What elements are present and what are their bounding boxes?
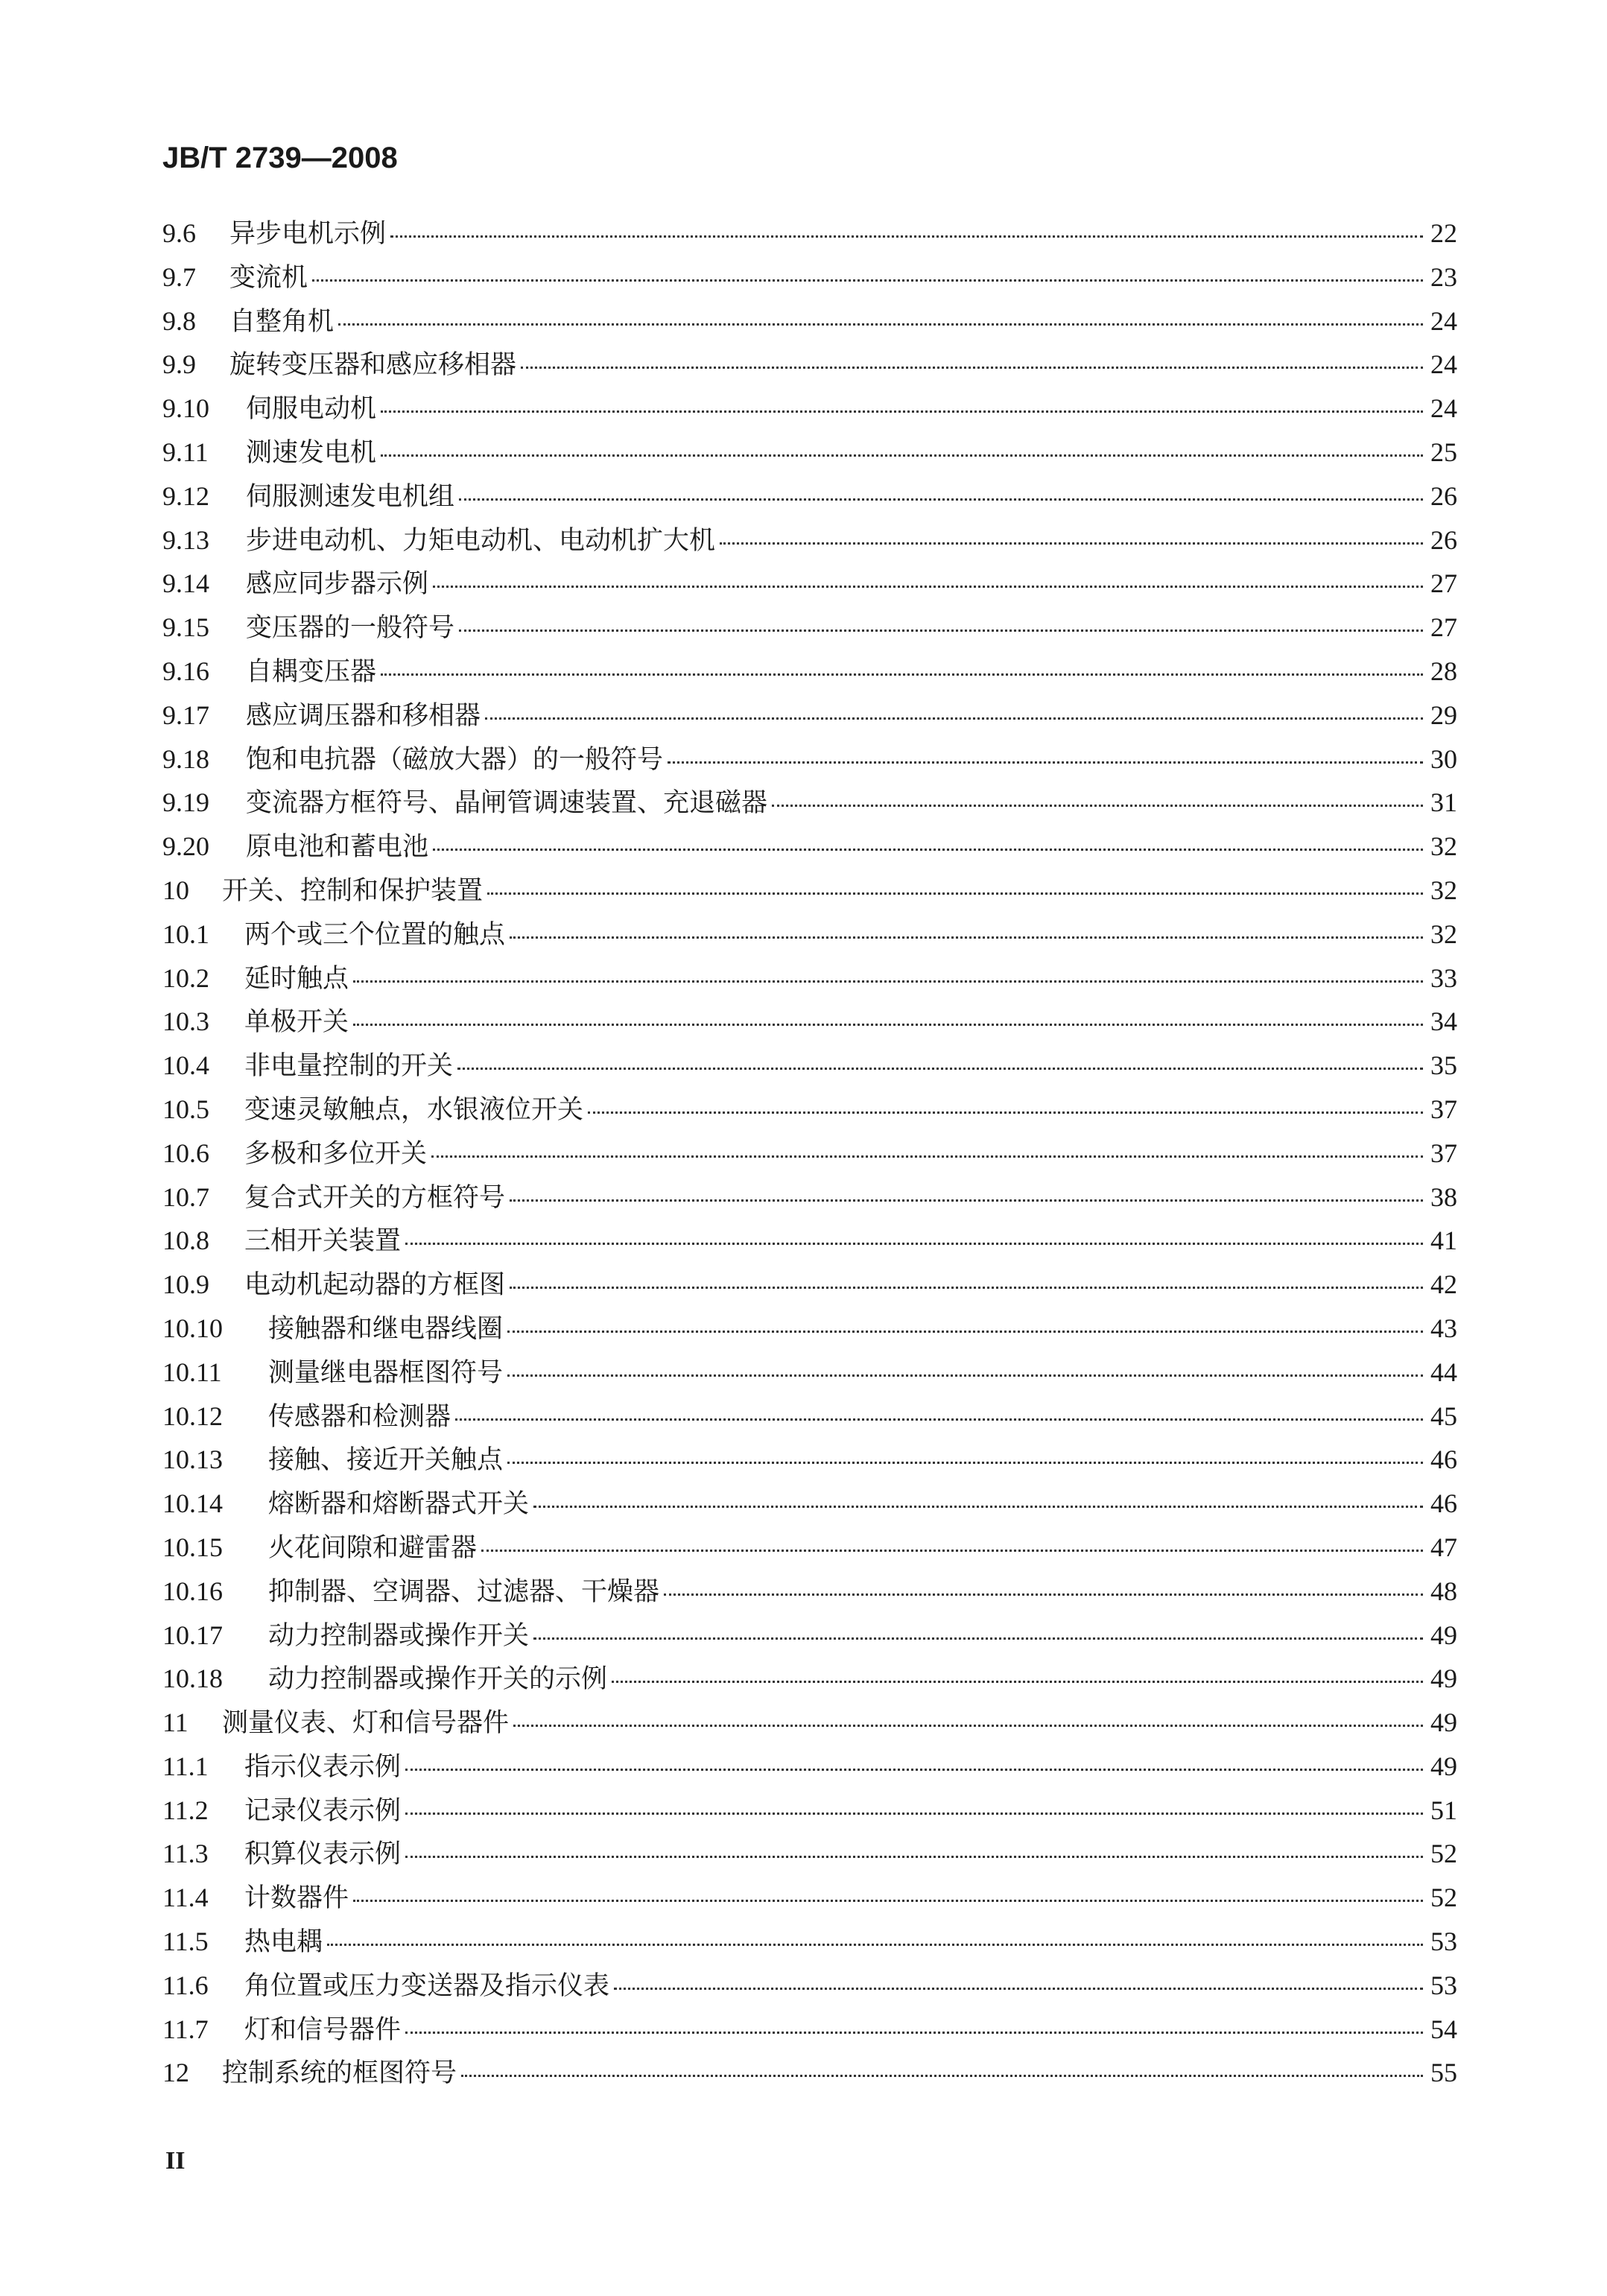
toc-entry-title: 火花间隙和避雷器 xyxy=(268,1532,478,1563)
toc-entry[interactable] xyxy=(162,2052,1457,2096)
toc-entry-number: 9.20 xyxy=(162,831,209,862)
toc-entry-title: 动力控制器或操作开关的示例 xyxy=(268,1664,608,1695)
toc-entry-page: 47 xyxy=(1430,1532,1457,1562)
toc-entry[interactable] xyxy=(162,826,1457,870)
toc-dot-leader xyxy=(510,1199,1423,1202)
toc-entry-title: 非电量控制的开关 xyxy=(244,1051,454,1082)
toc-dot-leader xyxy=(481,1550,1423,1552)
toc-entry[interactable] xyxy=(162,1746,1457,1790)
toc-entry-title: 三相开关装置 xyxy=(244,1226,402,1257)
toc-entry-page: 52 xyxy=(1430,1839,1457,1869)
toc-entry-page: 32 xyxy=(1430,919,1457,949)
toc-entry-number: 10.12 xyxy=(162,1401,223,1431)
toc-entry-number: 11.5 xyxy=(162,1926,209,1957)
toc-entry[interactable] xyxy=(162,257,1457,301)
toc-dot-leader xyxy=(390,235,1423,238)
toc-entry-number: 9.15 xyxy=(162,612,209,643)
toc-entry[interactable] xyxy=(162,1396,1457,1440)
toc-entry-title: 控制系统的框图符号 xyxy=(222,2058,457,2089)
toc-entry[interactable] xyxy=(162,1702,1457,1746)
toc-entry-number: 9.9 xyxy=(162,349,196,380)
toc-entry-page: 49 xyxy=(1430,1664,1457,1694)
toc-entry-page: 48 xyxy=(1430,1576,1457,1606)
toc-dot-leader xyxy=(533,1637,1423,1640)
toc-dot-leader xyxy=(405,1243,1423,1245)
toc-dot-leader xyxy=(353,1024,1423,1026)
toc-entry-title: 感应调压器和移相器 xyxy=(246,700,481,731)
toc-dot-leader xyxy=(614,1988,1423,1990)
toc-entry-page: 28 xyxy=(1430,656,1457,686)
toc-entry[interactable] xyxy=(162,1045,1457,1089)
toc-entry[interactable] xyxy=(162,782,1457,826)
toc-dot-leader xyxy=(668,761,1423,764)
toc-entry-title: 接触器和继电器线圈 xyxy=(268,1313,504,1344)
toc-entry-page: 30 xyxy=(1430,743,1457,774)
toc-dot-leader xyxy=(381,454,1423,457)
toc-entry[interactable] xyxy=(162,301,1457,345)
toc-dot-leader xyxy=(513,1725,1423,1727)
toc-entry-number: 10.16 xyxy=(162,1576,223,1606)
toc-entry-page: 42 xyxy=(1430,1269,1457,1300)
toc-entry-number: 10.8 xyxy=(162,1225,209,1256)
toc-entry-page: 26 xyxy=(1430,481,1457,511)
toc-entry[interactable] xyxy=(162,213,1457,257)
toc-entry-title: 变速灵敏触点，水银液位开关 xyxy=(244,1094,584,1125)
toc-entry-title: 角位置或压力变送器及指示仪表 xyxy=(244,1970,610,2001)
toc-dot-leader xyxy=(459,498,1423,501)
toc-entry-number: 10.6 xyxy=(162,1138,209,1168)
toc-entry-page: 25 xyxy=(1430,437,1457,467)
toc-entry-title: 自整角机 xyxy=(229,306,335,337)
toc-entry-number: 10.14 xyxy=(162,1488,223,1519)
toc-entry-title: 指示仪表示例 xyxy=(244,1751,402,1782)
toc-entry[interactable] xyxy=(162,1133,1457,1177)
toc-entry-number: 10.10 xyxy=(162,1313,223,1343)
toc-entry-title: 步进电动机、力矩电动机、电动机扩大机 xyxy=(246,525,716,556)
toc-entry[interactable] xyxy=(162,1921,1457,1965)
toc-entry-page: 33 xyxy=(1430,963,1457,993)
toc-entry-page: 32 xyxy=(1430,875,1457,905)
toc-dot-leader xyxy=(455,1418,1423,1421)
toc-entry[interactable] xyxy=(162,870,1457,914)
toc-entry-number: 11.1 xyxy=(162,1751,209,1781)
toc-entry-title: 单极开关 xyxy=(244,1007,349,1038)
table-of-contents xyxy=(162,213,1457,2096)
toc-entry[interactable] xyxy=(162,1571,1457,1615)
toc-entry-page: 41 xyxy=(1430,1225,1457,1256)
toc-entry-number: 10.17 xyxy=(162,1620,223,1650)
toc-entry-page: 44 xyxy=(1430,1357,1457,1387)
toc-entry[interactable] xyxy=(162,520,1457,564)
toc-entry[interactable] xyxy=(162,958,1457,1002)
toc-entry-number: 10.1 xyxy=(162,919,209,949)
toc-entry-page: 53 xyxy=(1430,1970,1457,2000)
toc-entry-title: 两个或三个位置的触点 xyxy=(244,919,506,950)
toc-entry[interactable] xyxy=(162,1177,1457,1221)
toc-dot-leader xyxy=(312,279,1423,282)
toc-entry-number: 9.8 xyxy=(162,305,196,336)
toc-entry-page: 37 xyxy=(1430,1094,1457,1124)
toc-dot-leader xyxy=(405,1813,1423,1815)
toc-entry[interactable] xyxy=(162,695,1457,739)
toc-entry-number: 11.4 xyxy=(162,1883,209,1913)
toc-dot-leader xyxy=(533,1506,1423,1508)
toc-entry-page: 34 xyxy=(1430,1006,1457,1037)
toc-entry-number: 10.2 xyxy=(162,963,209,993)
toc-dot-leader xyxy=(720,542,1423,545)
toc-entry-title: 旋转变压器和感应移相器 xyxy=(229,350,517,381)
toc-entry-page: 43 xyxy=(1430,1313,1457,1343)
toc-dot-leader xyxy=(353,1900,1423,1902)
toc-entry-page: 51 xyxy=(1430,1795,1457,1825)
toc-dot-leader xyxy=(485,717,1423,720)
toc-entry-number: 10.7 xyxy=(162,1182,209,1212)
toc-entry-title: 测速发电机 xyxy=(246,437,377,468)
toc-entry-page: 22 xyxy=(1430,218,1457,248)
toc-entry-title: 测量仪表、灯和信号器件 xyxy=(222,1708,510,1739)
toc-entry-page: 53 xyxy=(1430,1926,1457,1957)
toc-entry[interactable] xyxy=(162,1615,1457,1659)
toc-entry-title: 变流器方框符号、晶闸管调速装置、充退磁器 xyxy=(246,788,768,819)
toc-entry-page: 24 xyxy=(1430,349,1457,380)
toc-entry-number: 11 xyxy=(162,1707,188,1738)
toc-dot-leader xyxy=(433,586,1423,588)
toc-entry-page: 49 xyxy=(1430,1751,1457,1781)
toc-entry[interactable] xyxy=(162,432,1457,476)
toc-entry[interactable] xyxy=(162,651,1457,695)
toc-entry-page: 46 xyxy=(1430,1488,1457,1519)
toc-entry[interactable] xyxy=(162,1790,1457,1834)
toc-entry-number: 11.3 xyxy=(162,1839,209,1869)
toc-entry-title: 自耦变压器 xyxy=(246,656,377,687)
toc-entry-number: 9.11 xyxy=(162,437,209,467)
toc-entry-page: 29 xyxy=(1430,700,1457,730)
toc-entry-number: 10 xyxy=(162,875,189,905)
toc-entry-number: 10.15 xyxy=(162,1532,223,1562)
toc-dot-leader xyxy=(510,936,1423,939)
toc-entry-number: 9.7 xyxy=(162,261,196,292)
toc-entry-page: 24 xyxy=(1430,393,1457,424)
document-code-header: JB/T 2739—2008 xyxy=(162,142,398,174)
toc-entry-title: 接触、接近开关触点 xyxy=(268,1445,504,1476)
toc-entry-title: 计数器件 xyxy=(244,1883,349,1914)
toc-dot-leader xyxy=(612,1681,1423,1683)
toc-entry-title: 变压器的一般符号 xyxy=(246,613,455,644)
toc-entry-number: 11.6 xyxy=(162,1970,209,2000)
toc-dot-leader xyxy=(338,323,1423,326)
toc-entry-title: 变流机 xyxy=(229,262,308,293)
toc-entry-page: 32 xyxy=(1430,831,1457,862)
toc-entry-number: 10.9 xyxy=(162,1269,209,1300)
toc-entry-page: 54 xyxy=(1430,2014,1457,2044)
toc-entry-page: 23 xyxy=(1430,261,1457,292)
toc-entry[interactable] xyxy=(162,1264,1457,1308)
toc-entry-title: 饱和电抗器（磁放大器）的一般符号 xyxy=(246,744,664,775)
toc-dot-leader xyxy=(664,1593,1423,1596)
toc-entry[interactable] xyxy=(162,476,1457,520)
toc-entry[interactable] xyxy=(162,607,1457,651)
toc-entry-page: 26 xyxy=(1430,524,1457,555)
toc-entry-title: 积算仪表示例 xyxy=(244,1839,402,1870)
toc-entry[interactable] xyxy=(162,1308,1457,1352)
toc-entry-number: 9.14 xyxy=(162,568,209,599)
toc-entry-number: 9.19 xyxy=(162,787,209,818)
toc-entry[interactable] xyxy=(162,1965,1457,2009)
toc-entry-title: 伺服测速发电机组 xyxy=(246,481,455,512)
toc-entry[interactable] xyxy=(162,1001,1457,1045)
toc-dot-leader xyxy=(433,849,1423,851)
toc-entry-page: 52 xyxy=(1430,1883,1457,1913)
toc-entry-number: 10.18 xyxy=(162,1664,223,1694)
toc-entry[interactable] xyxy=(162,1439,1457,1483)
toc-entry-number: 10.5 xyxy=(162,1094,209,1124)
toc-entry-number: 9.16 xyxy=(162,656,209,686)
page-number: II xyxy=(165,2147,186,2175)
toc-entry[interactable] xyxy=(162,388,1457,432)
toc-entry-title: 感应同步器示例 xyxy=(246,569,429,600)
toc-entry-number: 12 xyxy=(162,2058,189,2088)
toc-entry[interactable] xyxy=(162,2009,1457,2053)
toc-entry-title: 延时触点 xyxy=(244,963,349,994)
toc-entry-page: 37 xyxy=(1430,1138,1457,1168)
toc-entry-page: 35 xyxy=(1430,1050,1457,1081)
toc-entry-number: 9.13 xyxy=(162,524,209,555)
toc-entry-title: 记录仪表示例 xyxy=(244,1795,402,1826)
toc-entry-number: 9.10 xyxy=(162,393,209,424)
toc-entry-number: 10.3 xyxy=(162,1006,209,1037)
toc-entry-page: 45 xyxy=(1430,1401,1457,1431)
toc-entry[interactable] xyxy=(162,563,1457,607)
toc-dot-leader xyxy=(588,1111,1423,1114)
toc-dot-leader xyxy=(381,410,1423,413)
toc-entry-page: 31 xyxy=(1430,787,1457,818)
toc-entry-number: 9.17 xyxy=(162,700,209,730)
toc-entry[interactable] xyxy=(162,739,1457,783)
toc-entry-page: 49 xyxy=(1430,1620,1457,1650)
toc-entry-title: 复合式开关的方框符号 xyxy=(244,1182,506,1213)
toc-dot-leader xyxy=(772,805,1423,807)
toc-dot-leader xyxy=(507,1462,1423,1464)
toc-entry[interactable] xyxy=(162,1220,1457,1264)
toc-entry-number: 9.18 xyxy=(162,743,209,774)
toc-entry-page: 27 xyxy=(1430,612,1457,643)
toc-dot-leader xyxy=(405,1856,1423,1858)
toc-entry-title: 开关、控制和保护装置 xyxy=(222,875,484,906)
toc-dot-leader xyxy=(487,892,1423,895)
toc-entry[interactable] xyxy=(162,1527,1457,1571)
toc-dot-leader xyxy=(431,1155,1423,1158)
toc-dot-leader xyxy=(381,673,1423,676)
toc-dot-leader xyxy=(521,367,1423,369)
toc-dot-leader xyxy=(457,1068,1423,1070)
toc-entry-number: 9.12 xyxy=(162,481,209,511)
toc-entry-title: 原电池和蓄电池 xyxy=(246,832,429,863)
toc-entry-number: 10.11 xyxy=(162,1357,222,1387)
toc-entry-page: 49 xyxy=(1430,1707,1457,1738)
toc-entry[interactable] xyxy=(162,914,1457,958)
toc-dot-leader xyxy=(461,2075,1423,2077)
toc-dot-leader xyxy=(507,1374,1423,1377)
toc-entry[interactable] xyxy=(162,1089,1457,1133)
toc-dot-leader xyxy=(327,1944,1423,1946)
toc-entry-title: 热电耦 xyxy=(244,1927,323,1958)
toc-dot-leader xyxy=(507,1331,1423,1333)
toc-entry-title: 传感器和检测器 xyxy=(268,1401,451,1432)
toc-entry[interactable] xyxy=(162,1877,1457,1921)
toc-entry-number: 10.4 xyxy=(162,1050,209,1081)
toc-entry[interactable] xyxy=(162,1658,1457,1702)
toc-entry-title: 灯和信号器件 xyxy=(244,2014,402,2045)
toc-entry[interactable] xyxy=(162,1833,1457,1877)
toc-entry-page: 24 xyxy=(1430,305,1457,336)
toc-entry[interactable] xyxy=(162,1352,1457,1396)
toc-entry-title: 伺服电动机 xyxy=(246,394,377,425)
toc-dot-leader xyxy=(510,1287,1423,1289)
toc-entry-page: 38 xyxy=(1430,1182,1457,1212)
toc-entry-number: 11.2 xyxy=(162,1795,209,1825)
toc-entry-page: 46 xyxy=(1430,1444,1457,1475)
toc-dot-leader xyxy=(353,980,1423,983)
toc-entry-title: 动力控制器或操作开关 xyxy=(268,1620,530,1651)
toc-entry-title: 多极和多位开关 xyxy=(244,1138,428,1169)
toc-entry-page: 55 xyxy=(1430,2058,1457,2088)
toc-entry-number: 9.6 xyxy=(162,218,196,248)
toc-entry-title: 电动机起动器的方框图 xyxy=(244,1270,506,1301)
toc-entry-title: 异步电机示例 xyxy=(229,219,387,249)
toc-entry-title: 测量继电器框图符号 xyxy=(268,1357,504,1388)
toc-dot-leader xyxy=(405,2032,1423,2034)
toc-entry-number: 10.13 xyxy=(162,1444,223,1475)
toc-dot-leader xyxy=(405,1769,1423,1771)
toc-entry-title: 熔断器和熔断器式开关 xyxy=(268,1489,530,1520)
toc-dot-leader xyxy=(459,630,1423,632)
toc-entry-title: 抑制器、空调器、过滤器、干燥器 xyxy=(268,1576,660,1607)
toc-entry-number: 11.7 xyxy=(162,2014,209,2044)
toc-entry-page: 27 xyxy=(1430,568,1457,599)
toc-entry[interactable] xyxy=(162,1483,1457,1527)
toc-entry[interactable] xyxy=(162,344,1457,388)
